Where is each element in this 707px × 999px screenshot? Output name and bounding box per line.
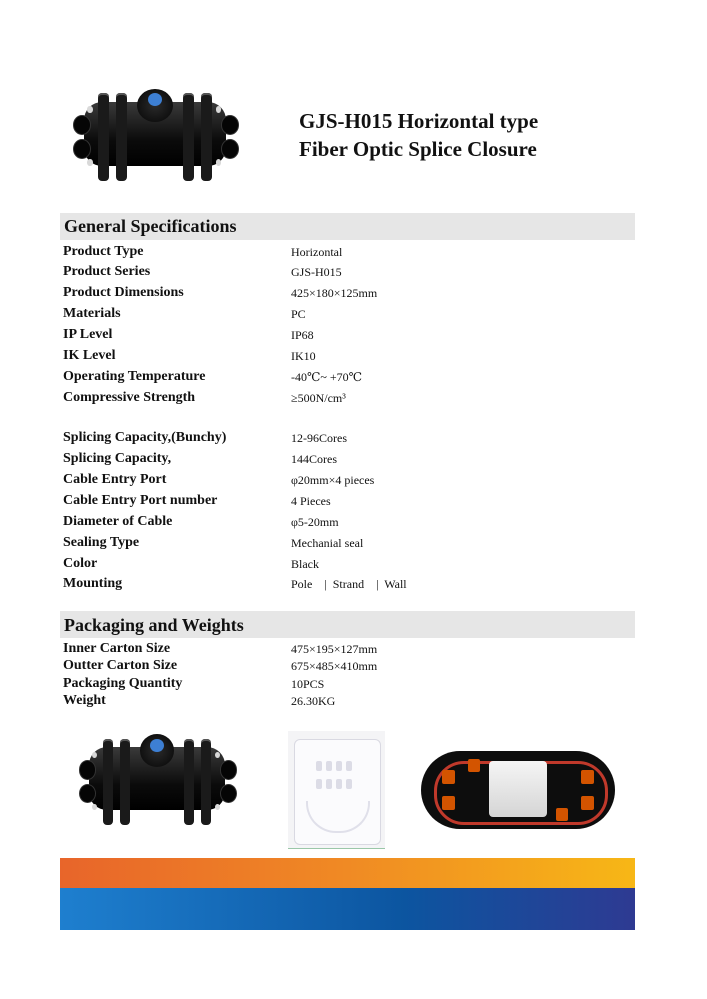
spec-label: IP Level	[63, 327, 113, 342]
spec-value: 12-96Cores	[291, 431, 347, 445]
spec-label: IK Level	[63, 348, 116, 363]
packaging-heading: Packaging and Weights	[64, 615, 244, 635]
spec-value: 425×180×125mm	[291, 286, 378, 300]
product-image-top	[66, 82, 244, 192]
spec-label: Cable Entry Port number	[63, 493, 218, 508]
spec-value: IP68	[291, 328, 314, 342]
packaging-label: Packaging Quantity	[63, 676, 183, 691]
spec-value: GJS-H015	[291, 265, 342, 279]
spec-label: Splicing Capacity,	[63, 451, 172, 466]
spec-label: Mounting	[63, 576, 123, 591]
page-title	[299, 107, 538, 163]
spec-value: Pole | Strand | Wall	[291, 577, 407, 591]
packaging-value: 10PCS	[291, 677, 325, 691]
packaging-label: Inner Carton Size	[63, 641, 171, 656]
spec-value: φ20mm×4 pieces	[291, 473, 375, 487]
spec-value: Horizontal	[291, 245, 343, 259]
spec-value: 144Cores	[291, 452, 337, 466]
product-image-closed	[72, 728, 242, 836]
footer-band-orange	[60, 858, 635, 888]
spec-label: Splicing Capacity,(Bunchy)	[63, 430, 227, 445]
spec-label: Product Dimensions	[63, 285, 184, 300]
spec-value: PC	[291, 307, 306, 321]
packaging-label: Outter Carton Size	[63, 658, 178, 673]
spec-value: φ5-20mm	[291, 515, 339, 529]
spec-value: 4 Pieces	[291, 494, 331, 508]
spec-value: ≥500N/cm³	[291, 391, 346, 405]
splice-tray-image	[288, 731, 385, 849]
spec-value: Black	[291, 557, 319, 571]
spec-label: Operating Temperature	[63, 369, 206, 384]
spec-label: Compressive Strength	[63, 390, 196, 405]
general-specs-heading: General Specifications	[64, 216, 237, 236]
spec-value: IK10	[291, 349, 316, 363]
packaging-value: 26.30KG	[291, 694, 336, 708]
spec-label: Diameter of Cable	[63, 514, 173, 529]
spec-label: Sealing Type	[63, 535, 140, 550]
spec-value: -40℃~ +70℃	[291, 370, 363, 384]
spec-label: Product Type	[63, 244, 144, 259]
spec-label: Materials	[63, 306, 121, 321]
product-image-open	[413, 741, 623, 839]
title-line-1: GJS-H015 Horizontal type	[299, 109, 539, 133]
spec-label: Color	[63, 556, 98, 571]
packaging-label: Weight	[63, 693, 106, 708]
packaging-value: 475×195×127mm	[291, 642, 378, 656]
packaging-value: 675×485×410mm	[291, 659, 378, 673]
spec-label: Cable Entry Port	[63, 472, 167, 487]
footer-band-blue	[60, 888, 635, 930]
spec-label: Product Series	[63, 264, 151, 279]
spec-value: Mechanial seal	[291, 536, 364, 550]
title-line-2: Fiber Optic Splice Closure	[299, 137, 537, 161]
